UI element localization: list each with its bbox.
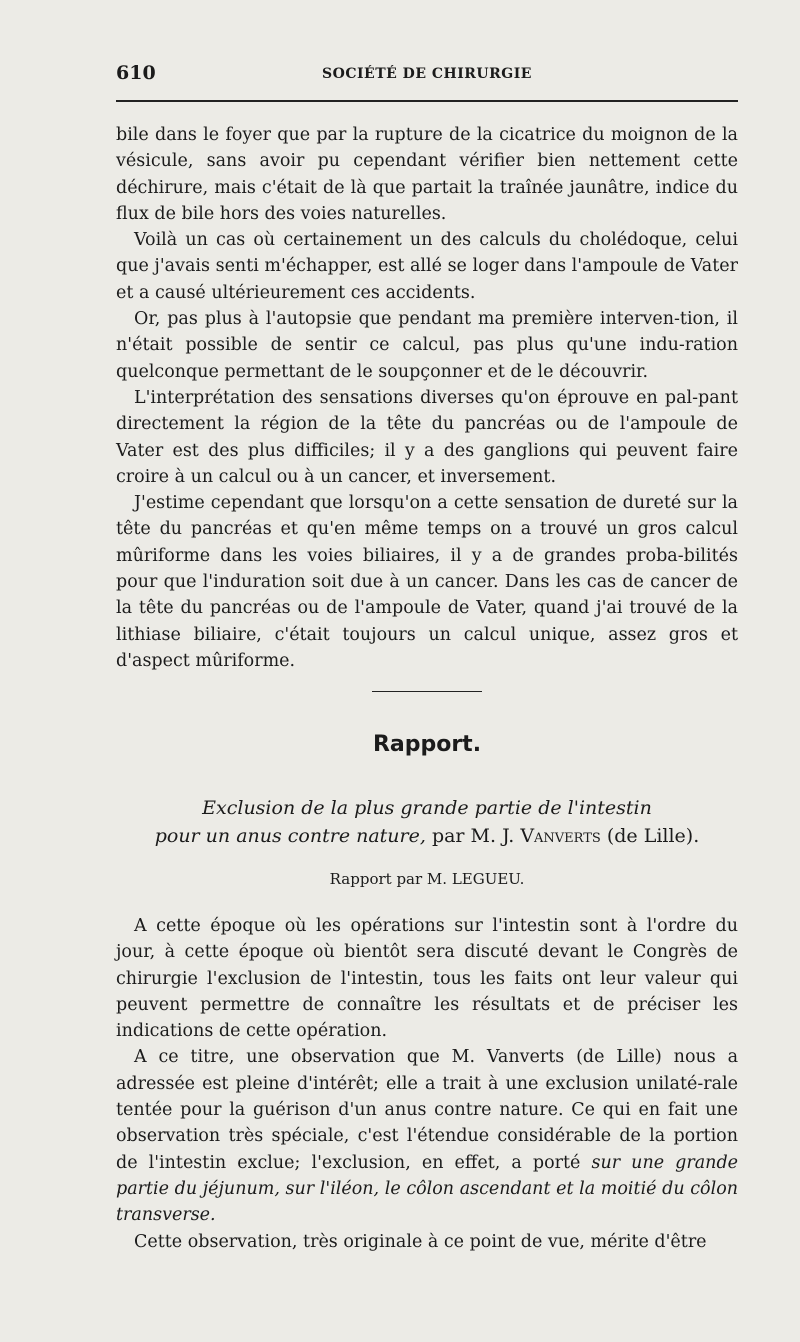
report-title-line-1: Exclusion de la plus grande partie de l'intestin (202, 797, 652, 819)
paragraph (116, 1044, 738, 1228)
report-title (116, 794, 738, 850)
report-text (116, 913, 738, 1255)
page-header (116, 62, 738, 88)
section-heading: Rapport. (372, 732, 482, 757)
paragraph-italic: sur une grande partie du jéjunum, sur l'iléon, le côlon ascendant et la moitié du côlon transverse. (116, 1152, 738, 1226)
report-author: Vanverts (520, 825, 601, 847)
paragraph: bile dans le foyer que par la rupture de la cicatrice du moignon de la vésicule, sans avoir pu cependant vérifier bien nettement cette déchirure, mais c'était de là que partait la traînée jaunâtre, indice du flux de bile hors des voies naturelles. (116, 125, 738, 224)
report-byline: Rapport par M. LEGUEU. (329, 870, 525, 888)
report-title-italic: pour un anus contre nature, (154, 825, 426, 847)
running-title: SOCIÉTÉ DE CHIRURGIE (322, 66, 532, 82)
report-origin: (de Lille). (600, 825, 700, 847)
report-title-by: par M. J. (425, 825, 521, 847)
prelude-text (116, 122, 738, 674)
header-rule (116, 100, 738, 102)
report-title-line-2 (116, 822, 738, 850)
page-number: 610 (116, 62, 156, 84)
paragraph-roman: A ce titre, une observation que M. Vanverts (de Lille) nous a adressée est pleine d'intérêt; elle a trait à une exclusion unilaté-rale tentée pour la guérison d'un anus contre nature. Ce qui en fait une observation très spéciale, c'est l'étendue considérable de la portion de l'intestin exclue; l'exclusion, en effet, a porté (116, 1047, 738, 1173)
paragraph: L'interprétation des sensations diverses qu'on éprouve en pal-pant directement la région de la tête du pancréas ou de l'ampoule de Vater est des plus difficiles; il y a des ganglions qui peuvent faire croire à un calcul ou à un cancer, et inversement. (116, 387, 738, 487)
paragraph: Or, pas plus à l'autopsie que pendant ma première interven-tion, il n'était possible de sentir ce calcul, pas plus qu'une indu-ration quelconque permettant de le soupçonner et de le découvrir. (116, 309, 738, 382)
paragraph: A cette époque où les opérations sur l'intestin sont à l'ordre du jour, à cette époque où bientôt sera discuté devant le Congrès de chirurgie l'exclusion de l'intestin, tous les faits ont leur valeur qui peuvent permettre de connaître les résultats et de préciser les indications de cette opération. (116, 916, 738, 1042)
paragraph: Voilà un cas où certainement un des calculs du cholédoque, celui que j'avais senti m'échapper, est allé se loger dans l'ampoule de Vater et a causé ultérieurement ces accidents. (116, 230, 738, 303)
paragraph: J'estime cependant que lorsqu'on a cette sensation de dureté sur la tête du pancréas et qu'en même temps on a trouvé un gros calcul mûriforme dans les voies biliaires, il y a de grandes proba-bilités pour que l'induration soit due à un cancer. Dans les cas de cancer de la tête du pancréas ou de l'ampoule de Vater, quand j'ai trouvé de la lithiase biliaire, c'était toujours un calcul unique, assez gros et d'aspect mûriforme. (116, 493, 738, 671)
section-divider (372, 691, 482, 692)
paragraph: Cette observation, très originale à ce point de vue, mérite d'être (134, 1231, 707, 1252)
